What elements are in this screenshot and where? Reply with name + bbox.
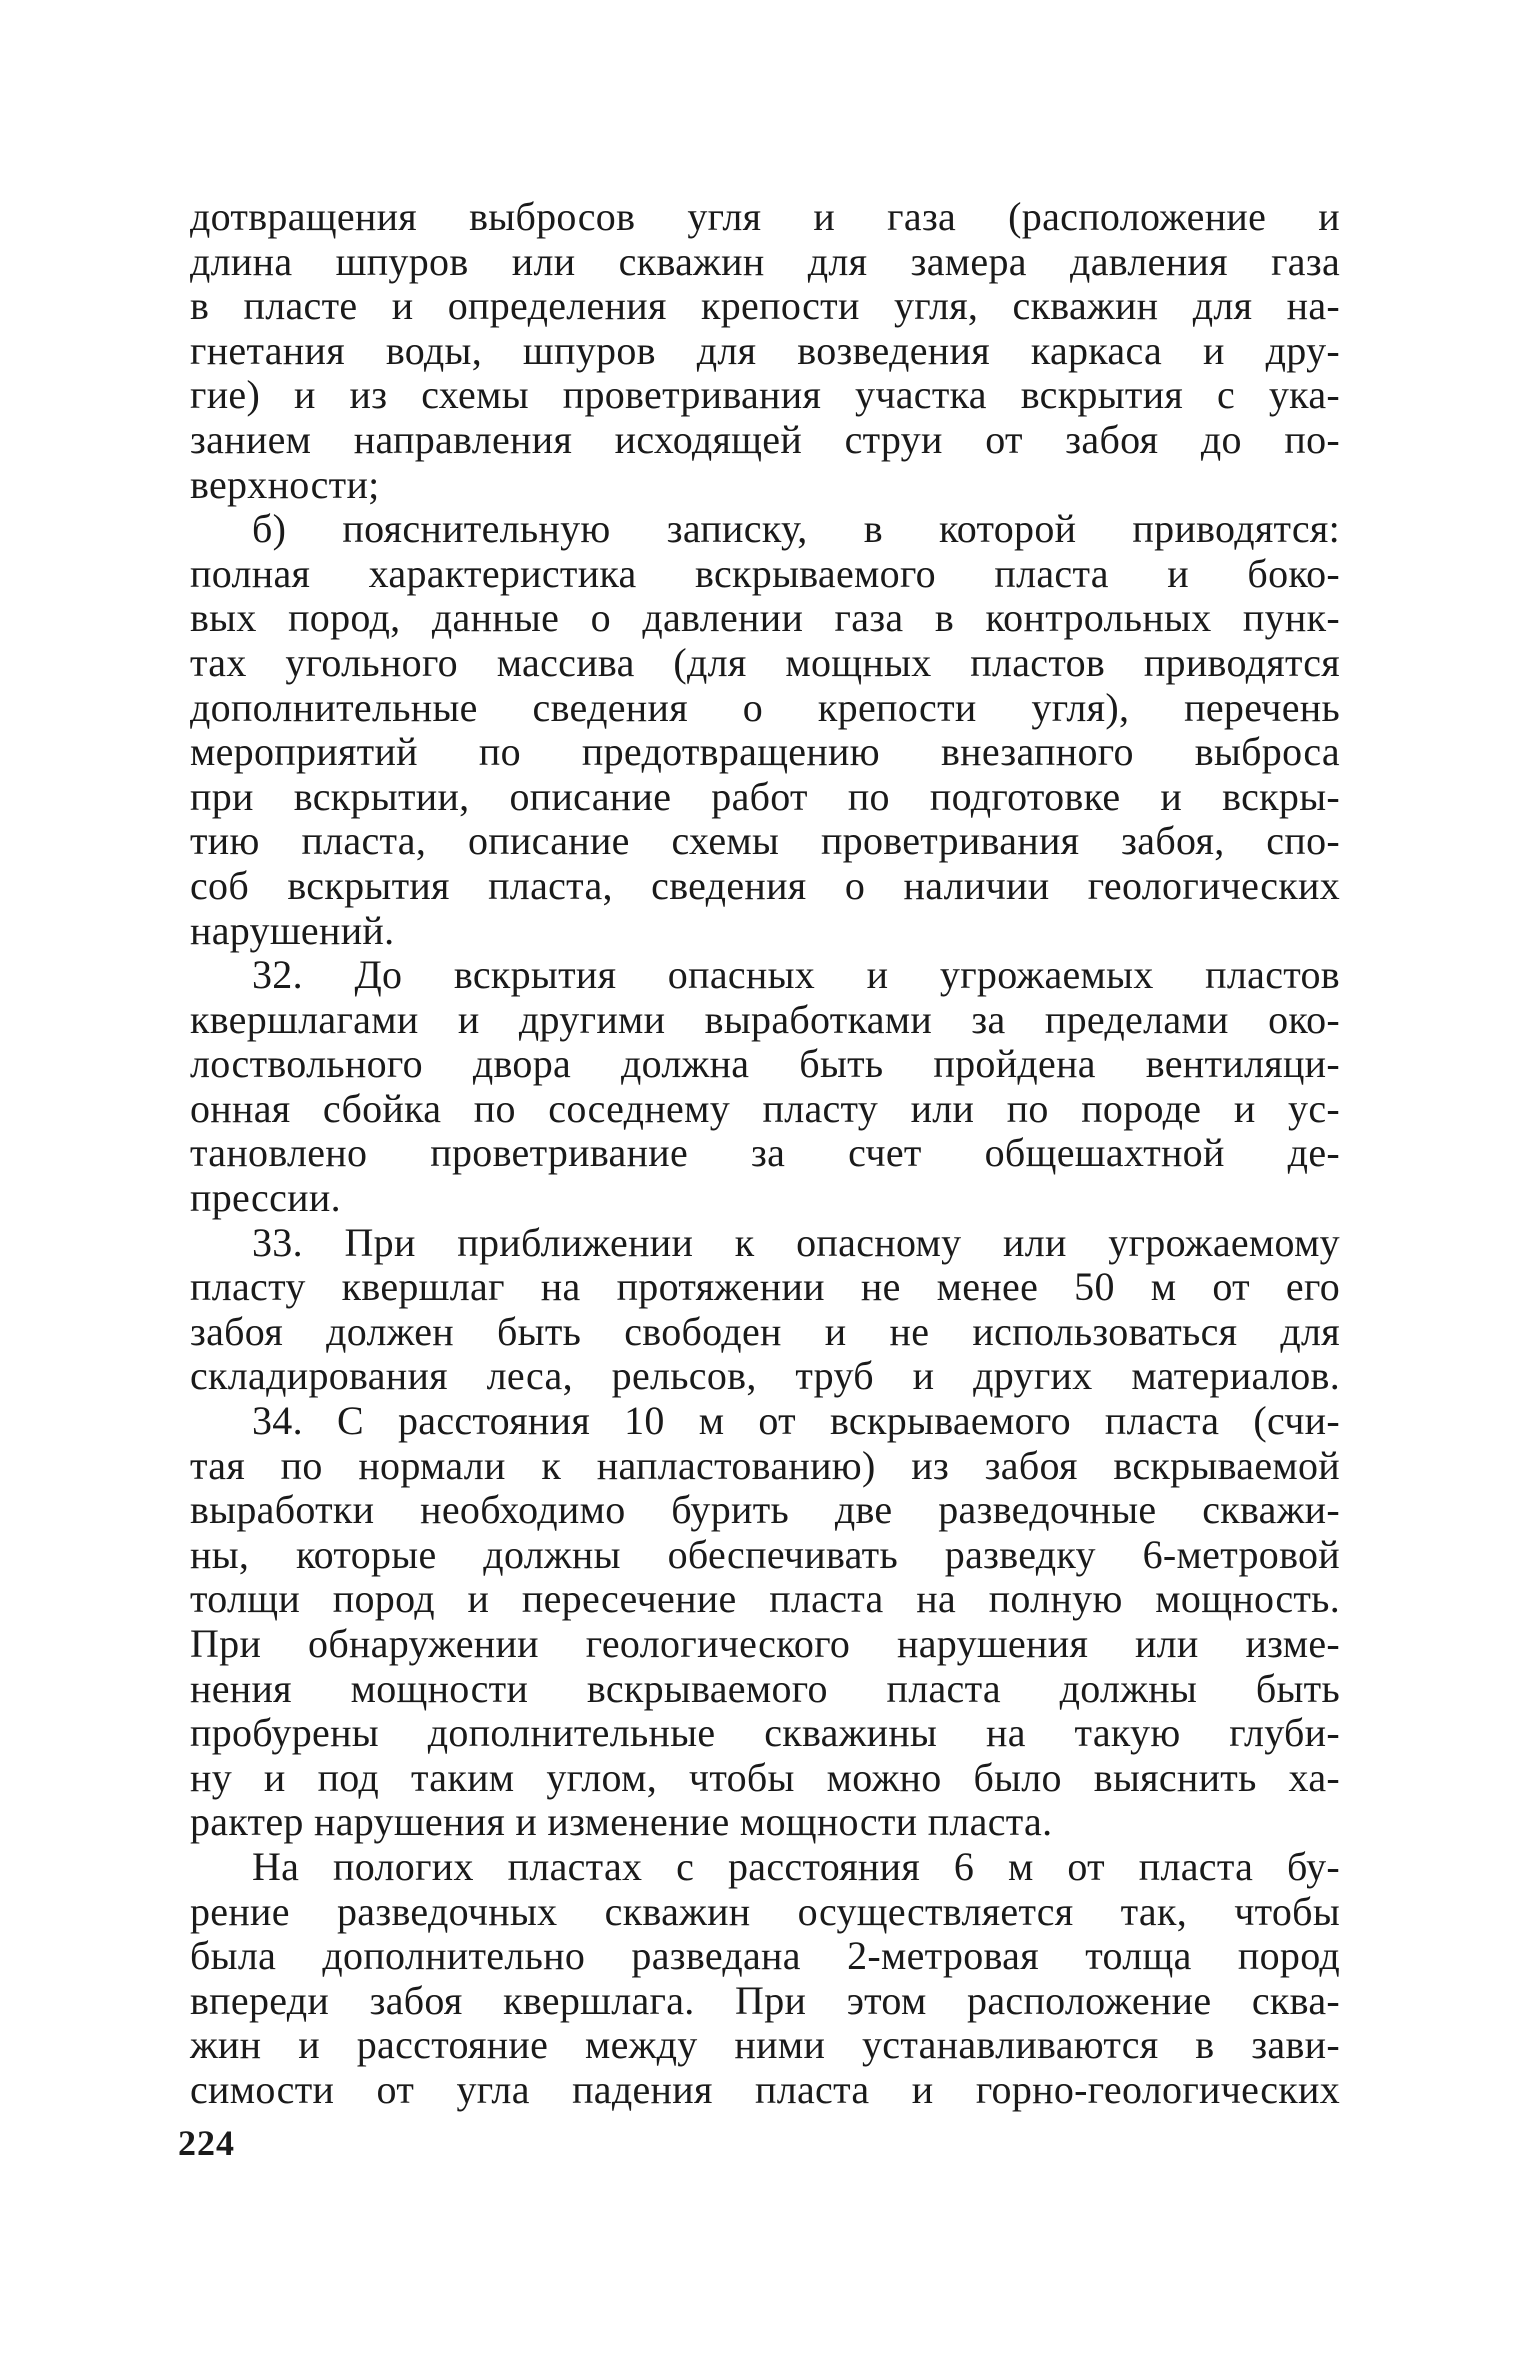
text-line: гие) и из схемы проветривания участка вскрытия с ука-	[190, 372, 1340, 418]
text-line: ну и под таким углом, чтобы можно было выяснить ха-	[190, 1754, 1340, 1800]
text-line: впереди забоя квершлага. При этом расположение сква-	[190, 1977, 1340, 2023]
text-line: дотвращения выбросов угля и газа (расположение и	[190, 194, 1340, 239]
text-line: в пласте и определения крепости угля, скважин для на-	[190, 283, 1340, 329]
body-text	[190, 195, 1340, 2113]
text-line: выработки необходимо бурить две разведочные скважи-	[190, 1487, 1340, 1533]
text-line: мероприятий по предотвращению внезапного выброса	[190, 729, 1340, 775]
text-line: вых пород, данные о давлении газа в контрольных пунк-	[190, 595, 1340, 641]
text-line: дополнительные сведения о крепости угля), перечень	[190, 684, 1340, 730]
text-line: б) пояснительную записку, в которой приводятся:	[252, 506, 1340, 552]
text-line: рактер нарушения и изменение мощности пласта.	[190, 1799, 1053, 1845]
text-line: тах угольного массива (для мощных пластов приводятся	[190, 639, 1340, 685]
text-line: соб вскрытия пласта, сведения о наличии геологических	[190, 862, 1340, 908]
text-line: ны, которые должны обеспечивать разведку 6-метровой	[190, 1531, 1340, 1577]
text-line: 32. До вскрытия опасных и угрожаемых пластов	[252, 952, 1340, 998]
text-line: тию пласта, описание схемы проветривания забоя, спо-	[190, 818, 1340, 864]
text-line: жин и расстояние между ними устанавливаются в зави-	[190, 2022, 1340, 2068]
text-line: складирования леса, рельсов, труб и других материалов.	[190, 1353, 1340, 1399]
text-line: На пологих пластах с расстояния 6 м от пласта бу-	[252, 1843, 1340, 1889]
text-line: лоствольного двора должна быть пройдена вентиляци-	[190, 1041, 1340, 1087]
text-line: забоя должен быть свободен и не использоваться для	[190, 1308, 1340, 1354]
text-line: квершлагами и другими выработками за пределами око-	[190, 996, 1340, 1042]
text-line: рение разведочных скважин осуществляется так, чтобы	[190, 1888, 1340, 1934]
page-number: 224	[178, 2123, 235, 2163]
text-line: прессии.	[190, 1175, 341, 1221]
text-line: полная характеристика вскрываемого пласта и боко-	[190, 550, 1340, 596]
text-line: онная сбойка по соседнему пласту или по породе и ус-	[190, 1085, 1340, 1131]
text-line: пласту квершлаг на протяжении не менее 50 м от его	[190, 1264, 1340, 1310]
text-line: верхности;	[190, 461, 380, 507]
text-line: При обнаружении геологического нарушения или изме-	[190, 1621, 1340, 1666]
text-line: толщи пород и пересечение пласта на полную мощность.	[190, 1576, 1340, 1622]
text-line: длина шпуров или скважин для замера давления газа	[190, 238, 1340, 284]
text-line: пробурены дополнительные скважины на такую глуби-	[190, 1710, 1340, 1756]
text-line: 33. При приближении к опасному или угрожаемому	[252, 1219, 1340, 1265]
text-line: нарушений.	[190, 907, 395, 953]
text-line: симости от угла падения пласта и горно-геологических	[190, 2066, 1340, 2112]
text-line: при вскрытии, описание работ по подготовке и вскры-	[190, 773, 1340, 819]
text-line: тановлено проветривание за счет общешахтной де-	[190, 1130, 1340, 1176]
text-line: тая по нормали к напластованию) из забоя вскрываемой	[190, 1442, 1340, 1488]
text-line: гнетания воды, шпуров для возведения каркаса и дру-	[190, 327, 1340, 373]
text-line: нения мощности вскрываемого пласта должны быть	[190, 1665, 1340, 1711]
text-line: была дополнительно разведана 2-метровая толща пород	[190, 1933, 1340, 1979]
text-line: 34. С расстояния 10 м от вскрываемого пласта (счи-	[252, 1398, 1340, 1444]
text-line: занием направления исходящей струи от забоя до по-	[190, 416, 1340, 462]
